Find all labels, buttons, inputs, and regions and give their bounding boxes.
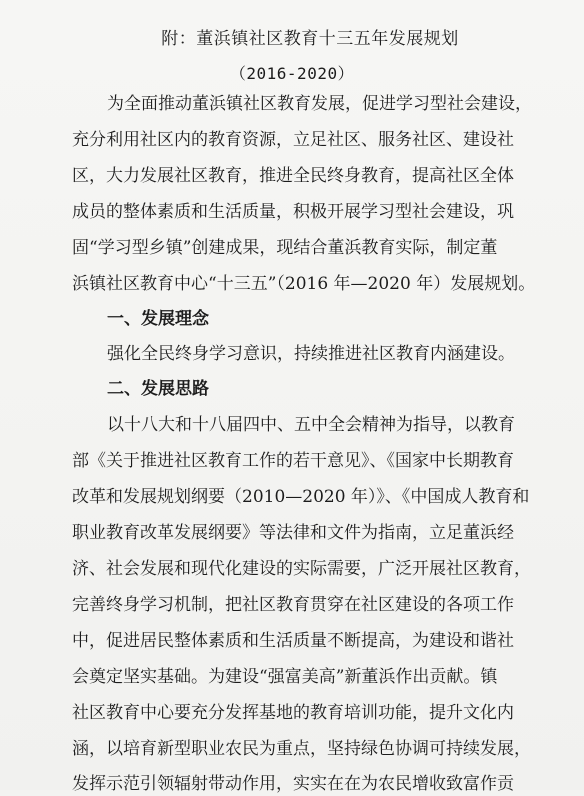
paragraph-line: 以十八大和十八届四中、五中全会精神为指导，以教育 bbox=[107, 415, 515, 435]
document-subtitle: （2016-2020） bbox=[229, 64, 355, 83]
paragraph-line: 充分利用社区内的教育资源，立足社区、服务社区、建设社 bbox=[72, 130, 514, 150]
paragraph-line: 职业教育改革发展纲要》等法律和文件为指南，立足董浜经 bbox=[72, 523, 514, 543]
paragraph-line: 完善终身学习机制，把社区教育贯穿在社区建设的各项工作 bbox=[72, 595, 514, 615]
section-heading: 二、发展思路 bbox=[107, 379, 209, 399]
paragraph-line: 为全面推动董浜镇社区教育发展，促进学习型社会建设， bbox=[107, 94, 532, 114]
paragraph-line: 社区教育中心要充分发挥基地的教育培训功能，提升文化内 bbox=[72, 703, 514, 723]
document-title: 附：董浜镇社区教育十三五年发展规划 bbox=[161, 29, 459, 49]
paragraph-line: 济、社会发展和现代化建设的实际需要，广泛开展社区教育， bbox=[72, 559, 531, 579]
paragraph-line: 固“学习型乡镇”创建成果，现结合董浜教育实际，制定董 bbox=[72, 238, 498, 258]
section-heading: 一、发展理念 bbox=[107, 309, 209, 329]
paragraph-line: 发挥示范引领辐射带动作用，实实在在为农民增收致富作贡 bbox=[72, 774, 514, 794]
paragraph-line: 涵，以培育新型职业农民为重点，坚持绿色协调可持续发展， bbox=[72, 739, 531, 759]
paragraph-line: 区，大力发展社区教育，推进全民终身教育，提高社区全体 bbox=[72, 166, 514, 186]
paragraph-line: 改革和发展规划纲要（2010—2020 年）》、《中国成人教育和 bbox=[72, 487, 530, 507]
paragraph-line: 浜镇社区教育中心“十三五”（2016 年—2020 年）发展规划。 bbox=[72, 274, 536, 294]
paragraph-line: 会奠定坚实基础。为建设“强富美高”新董浜作出贡献。镇 bbox=[72, 667, 498, 687]
paragraph-line: 成员的整体素质和生活质量，积极开展学习型社会建设，巩 bbox=[72, 202, 514, 222]
paragraph-line: 部《关于推进社区教育工作的若干意见》、《国家中长期教育 bbox=[72, 451, 514, 471]
paragraph-line: 中，促进居民整体素质和生活质量不断提高，为建设和谐社 bbox=[72, 631, 514, 651]
paragraph-line: 强化全民终身学习意识，持续推进社区教育内涵建设。 bbox=[107, 344, 515, 364]
